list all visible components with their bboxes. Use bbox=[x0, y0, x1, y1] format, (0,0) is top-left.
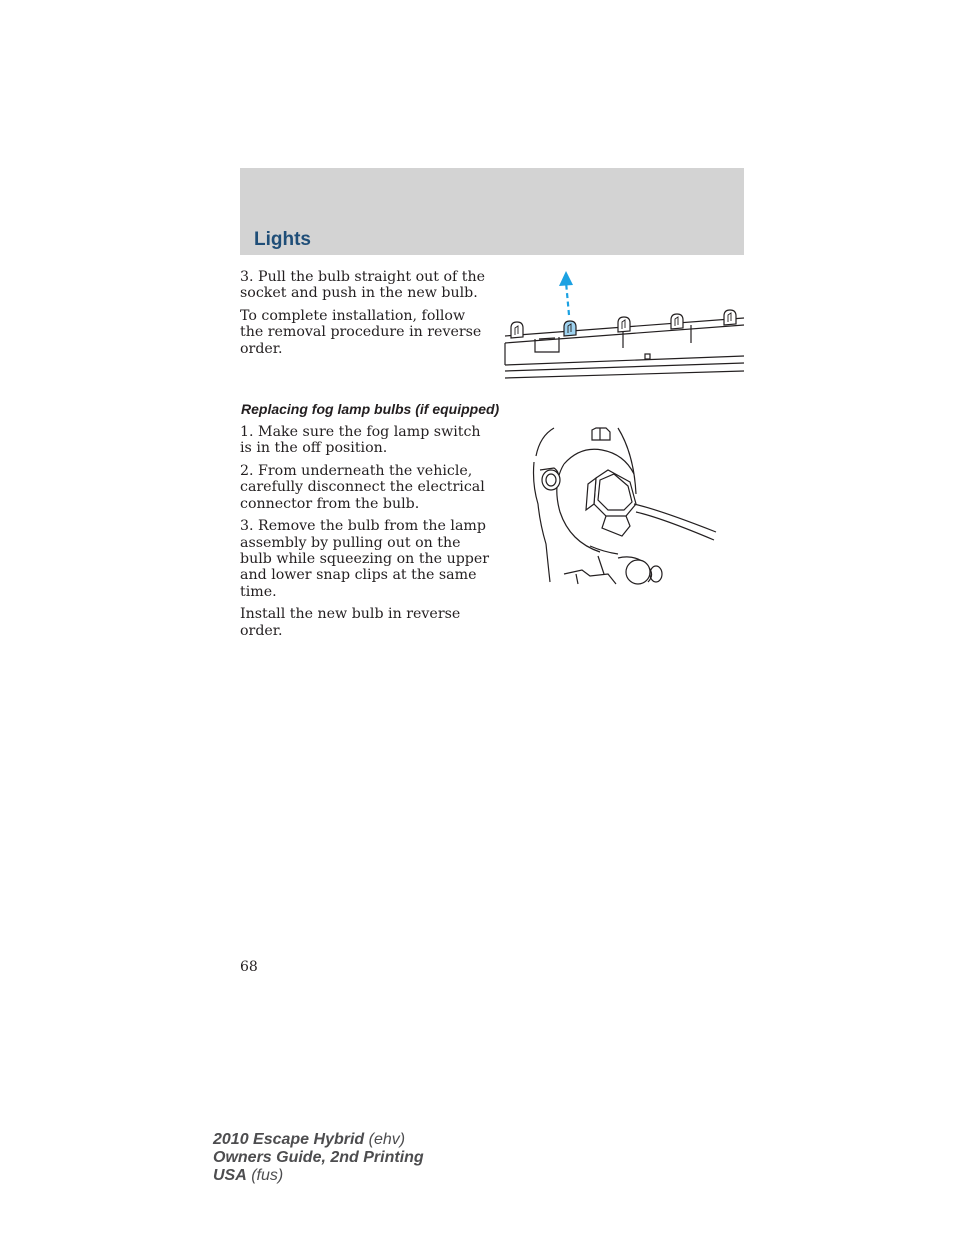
fog-lamp-instructions bbox=[240, 424, 490, 646]
bulb-replacement-text bbox=[240, 269, 490, 363]
fog-install-note: Install the new bulb in reverse order. bbox=[240, 606, 461, 639]
footer-edition: Owners Guide, 2nd Printing bbox=[213, 1149, 424, 1166]
footer-market-code: (fus) bbox=[246, 1167, 284, 1184]
document-footer bbox=[213, 1131, 424, 1185]
fog-step-3: 3. Remove the bulb from the lamp assembly by pulling out on the bulb while squeezing on the upper and lower snap clips at the same time. bbox=[240, 518, 490, 600]
fog-lamp-connector-illustration bbox=[530, 424, 720, 586]
fog-lamp-subheading: Replacing fog lamp bulbs (if equipped) bbox=[241, 401, 500, 417]
installation-paragraph: To complete installation, follow the removal procedure in reverse order. bbox=[240, 308, 482, 357]
step-3-paragraph: 3. Pull the bulb straight out of the socket and push in the new bulb. bbox=[240, 269, 486, 302]
page-number: 68 bbox=[240, 959, 258, 975]
footer-model: 2010 Escape Hybrid bbox=[213, 1131, 365, 1148]
footer-market: USA bbox=[213, 1167, 247, 1184]
section-header-band bbox=[240, 168, 744, 255]
fog-step-1: 1. Make sure the fog lamp switch is in the off position. bbox=[240, 424, 481, 457]
footer-model-code: (ehv) bbox=[364, 1131, 406, 1148]
rear-lamp-bulb-illustration bbox=[503, 268, 745, 384]
fog-step-2: 2. From underneath the vehicle, carefully disconnect the electrical connector from the bulb. bbox=[240, 463, 485, 512]
section-title: Lights bbox=[254, 229, 311, 250]
